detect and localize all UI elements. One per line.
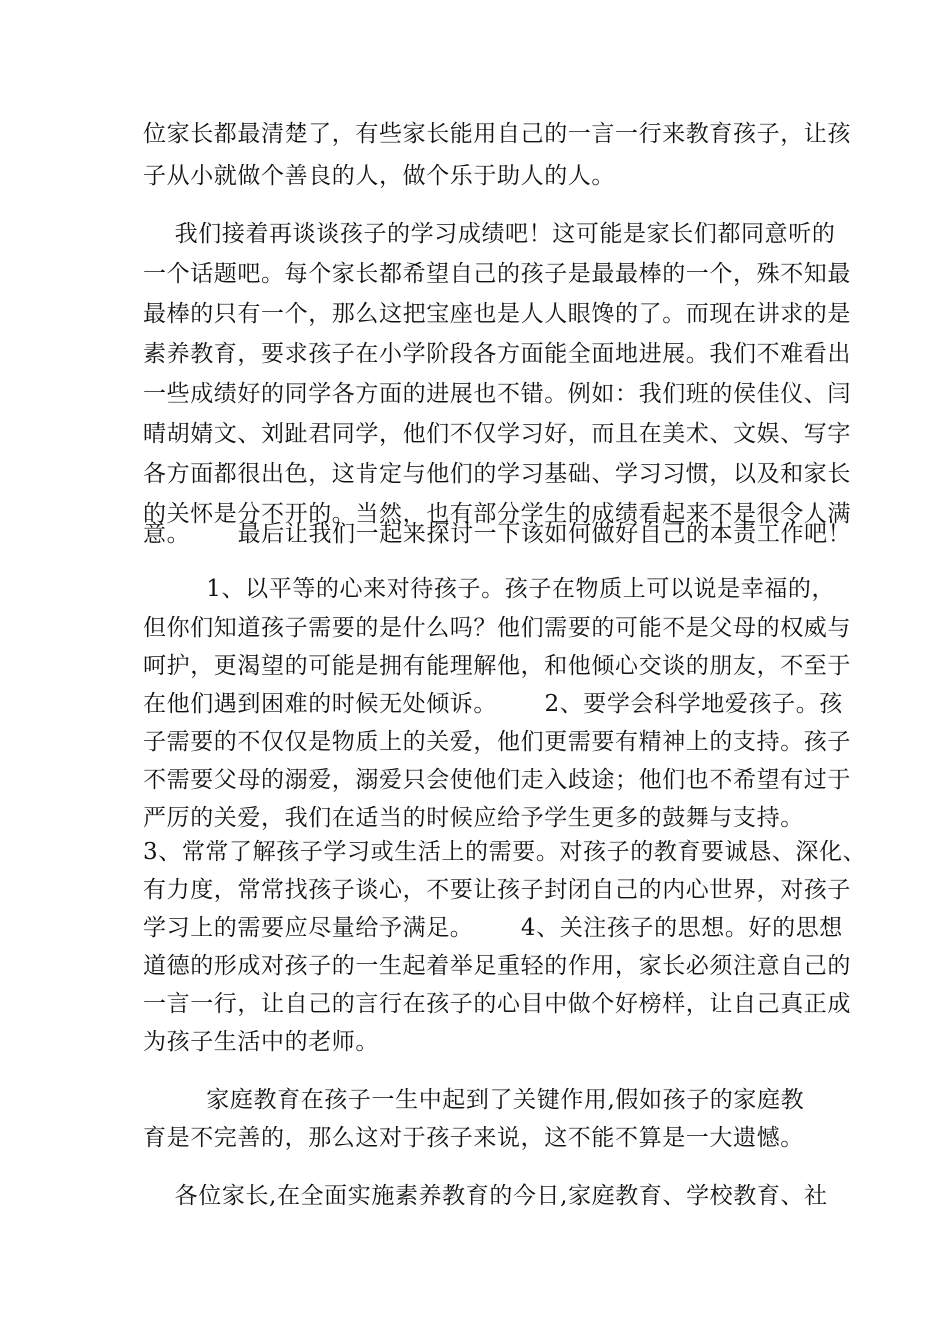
text-line: 3、常常了解孩子学习或生活上的需要。对孩子的教育要诚恳、深化、 — [143, 839, 867, 865]
text-line: 我们接着再谈谈孩子的学习成绩吧！这可能是家长们都同意听的 — [143, 221, 836, 247]
text-line: 子需要的不仅仅是物质上的关爱，他们更需要有精神上的支持。孩子 — [143, 729, 851, 755]
text-line: 素养教育，要求孩子在小学阶段各方面能全面地进展。我们不难看出 — [143, 341, 851, 367]
text-line: 一个话题吧。每个家长都希望自己的孩子是最最棒的一个，殊不知最 — [143, 261, 851, 287]
text-line: 呵护，更渴望的可能是拥有能理解他，和他倾心交谈的朋友，不至于 — [143, 653, 851, 679]
text-line: 位家长都最清楚了，有些家长能用自己的一言一行来教育孩子，让孩 — [143, 121, 851, 147]
text-line: 不需要父母的溺爱，溺爱只会使他们走入歧途；他们也不希望有过于 — [143, 767, 851, 793]
text-line: 学习上的需要应尽量给予满足。 4、关注孩子的思想。好的思想 — [143, 915, 843, 941]
text-line: 道德的形成对孩子的一生起着举足重轻的作用，家长必须注意自己的 — [143, 953, 851, 979]
text-line: 一言一行，让自己的言行在孩子的心目中做个好榜样，让自己真正成 — [143, 991, 851, 1017]
text-line: 各方面都很出色，这肯定与他们的学习基础、学习习惯，以及和家长 — [143, 461, 851, 487]
text-line: 一些成绩好的同学各方面的进展也不错。例如：我们班的侯佳仪、闫 — [143, 381, 851, 407]
text-line: 最棒的只有一个，那么这把宝座也是人人眼馋的了。而现在讲求的是 — [143, 301, 851, 327]
text-line: 在他们遇到困难的时候无处倾诉。 2、要学会科学地爱孩子。孩 — [143, 691, 843, 717]
text-line: 1、以平等的心来对待孩子。孩子在物质上可以说是幸福的， — [143, 576, 836, 602]
text-line: 为孩子生活中的老师。 — [143, 1029, 379, 1055]
text-line: 严厉的关爱，我们在适当的时候应给予学生更多的鼓舞与支持。 — [143, 805, 804, 831]
text-line: 子从小就做个善良的人，做个乐于助人的人。 — [143, 163, 615, 189]
text-line: 育是不完善的，那么这对于孩子来说，这不能不算是一大遗憾。 — [143, 1125, 804, 1151]
text-line: 意。 最后让我们一起来探讨一下该如何做好自己的本责工作吧！ — [143, 521, 852, 547]
text-line: 家庭教育在孩子一生中起到了关键作用,假如孩子的家庭教 — [143, 1087, 805, 1113]
text-line: 但你们知道孩子需要的是什么吗？他们需要的可能不是父母的权威与 — [143, 615, 851, 641]
text-line: 晴胡婧文、刘趾君同学，他们不仅学习好，而且在美术、文娱、写字 — [143, 421, 851, 447]
text-line: 的关怀是分不开的。当然，也有部分学生的成绩看起来不是很令人满 — [143, 501, 851, 527]
text-line: 有力度，常常找孩子谈心，不要让孩子封闭自己的内心世界，对孩子 — [143, 877, 851, 903]
text-line: 各位家长,在全面实施素养教育的今日,家庭教育、学校教育、社 — [143, 1183, 828, 1209]
